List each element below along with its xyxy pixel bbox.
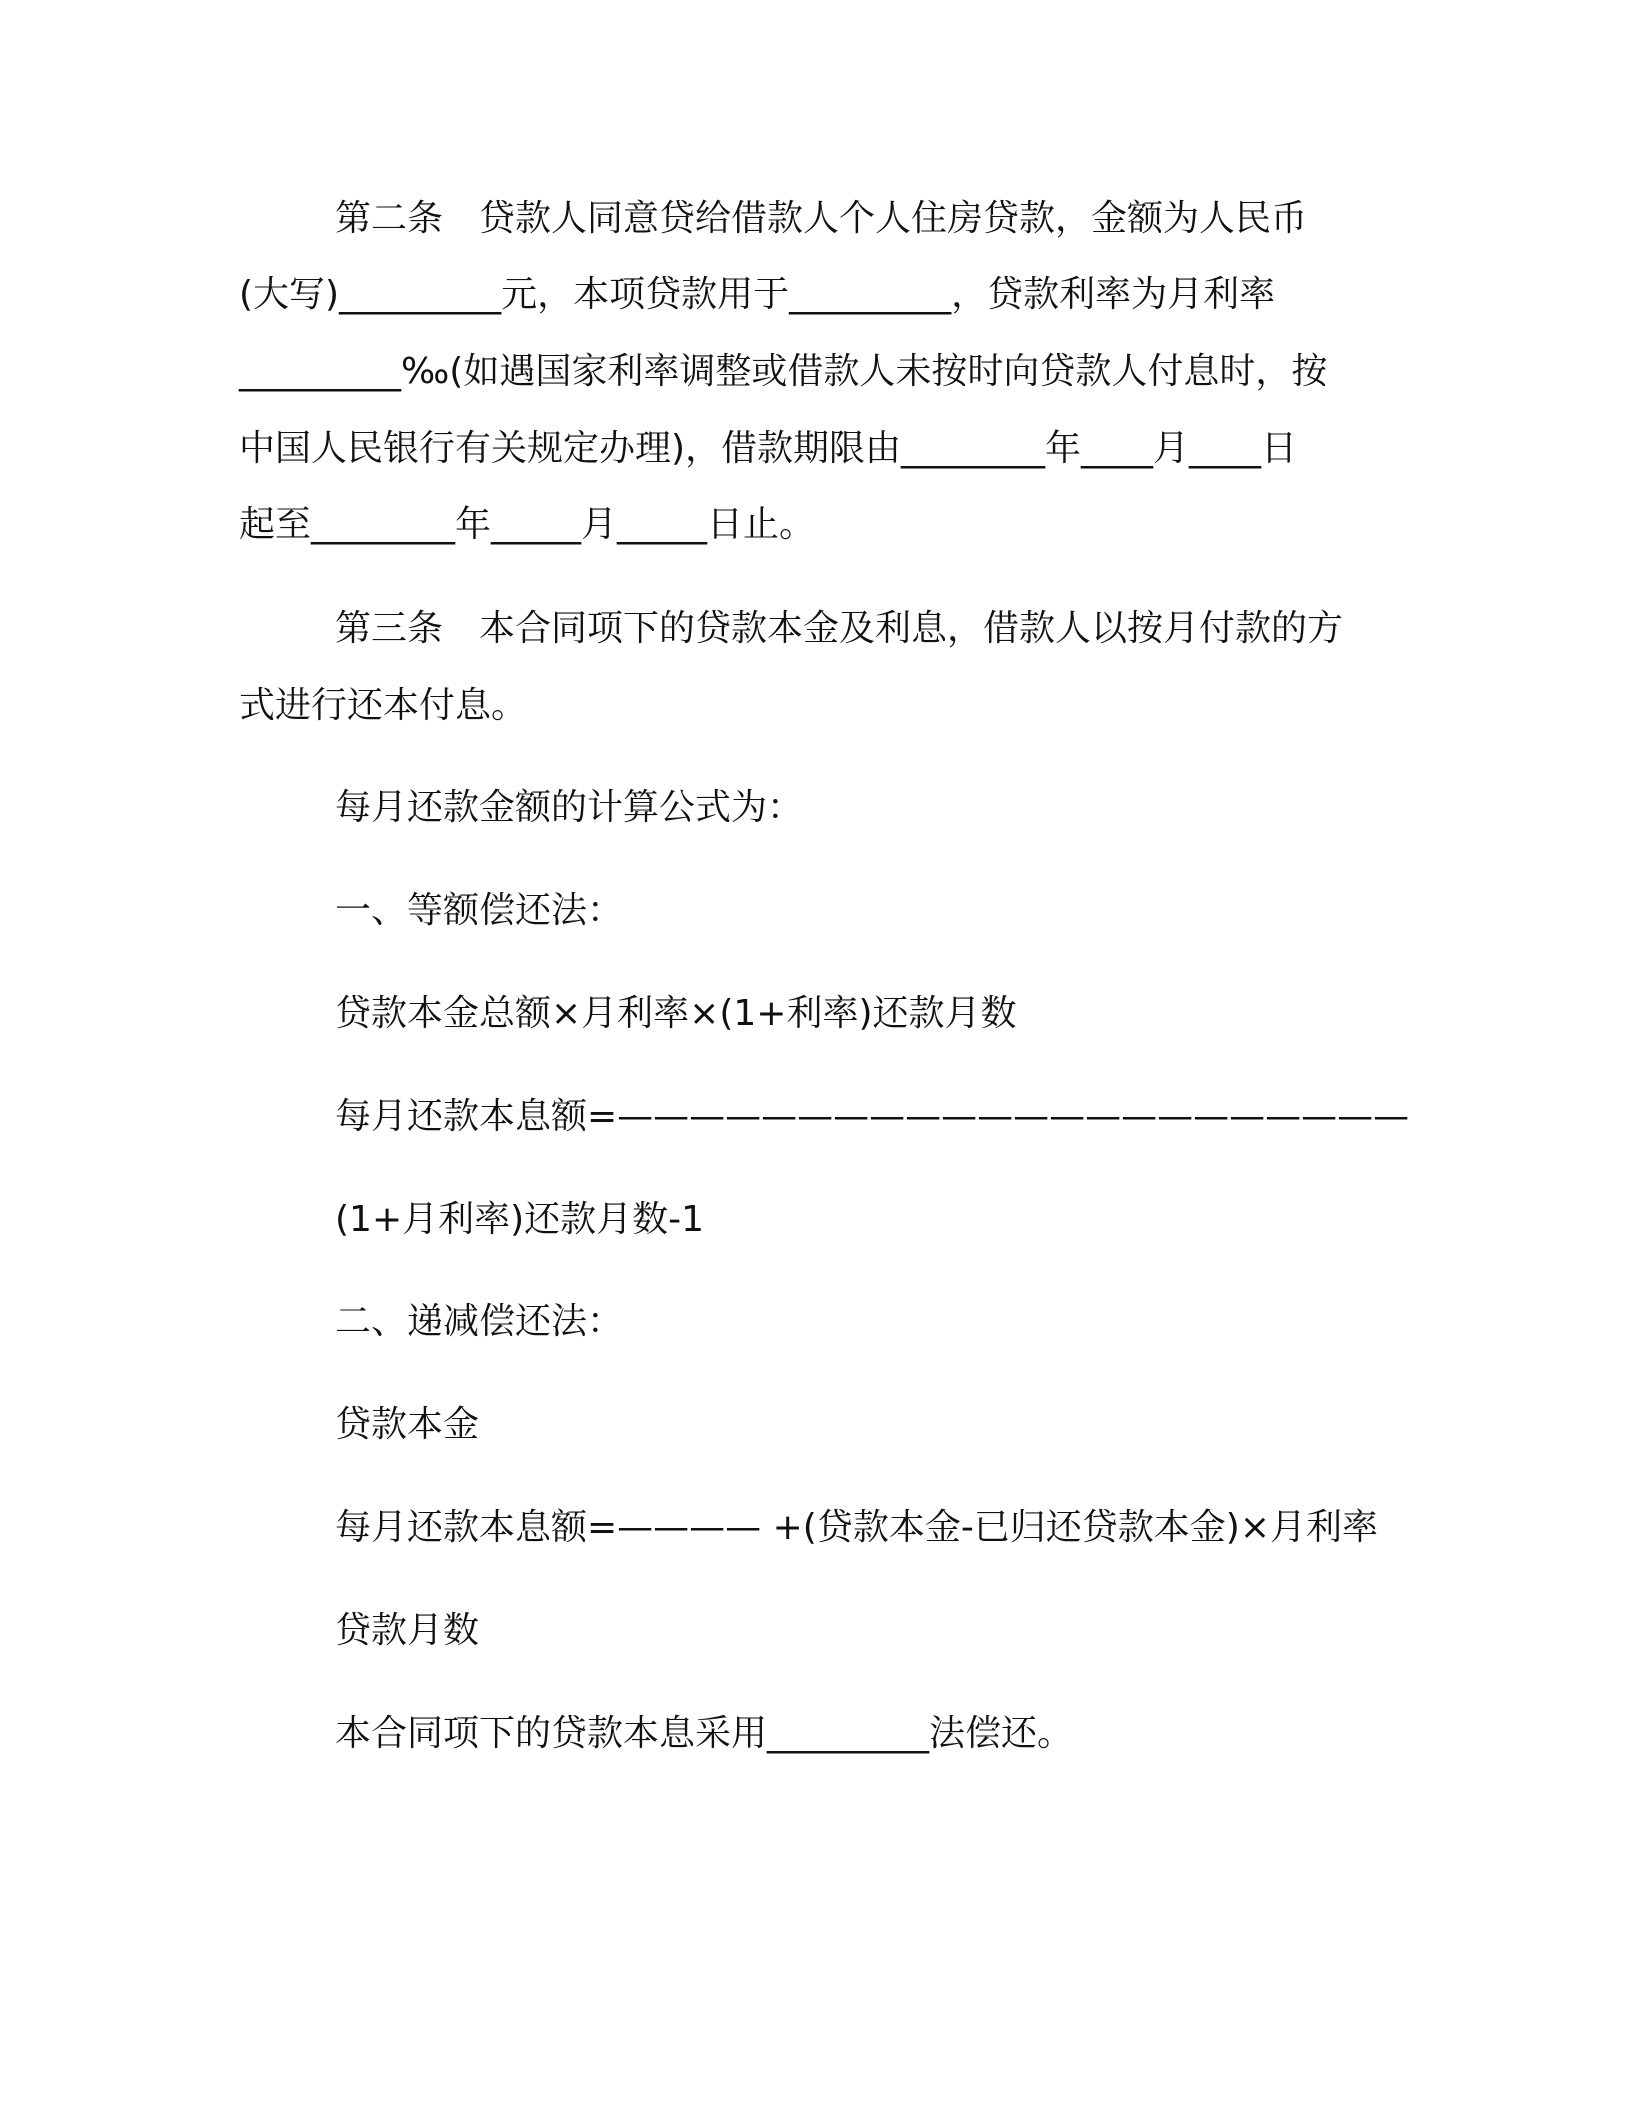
article-2-line-4: 中国人民银行有关规定办理)，借款期限由________年____月____日 bbox=[239, 428, 1298, 469]
method-1-numerator: 贷款本金总额×月利率×(1+利率)还款月数 bbox=[335, 993, 1017, 1034]
article-2-line-2: (大写)_________元，本项贷款用于_________，贷款利率为月利率 bbox=[239, 274, 1276, 315]
method-1-title: 一、等额偿还法： bbox=[335, 890, 624, 931]
repayment-method-line: 本合同项下的贷款本息采用_________法偿还。 bbox=[335, 1713, 1074, 1754]
method-1-equation: 每月还款本息额=—————————————————————— bbox=[335, 1096, 1410, 1137]
article-2-line-1: 第二条 贷款人同意贷给借款人个人住房贷款，金额为人民币 bbox=[335, 198, 1308, 239]
method-2-numerator: 贷款本金 bbox=[335, 1404, 480, 1445]
method-2-equation: 每月还款本息额=———— +(贷款本金-已归还贷款本金)×月利率 bbox=[335, 1507, 1379, 1548]
method-1-denominator: (1+月利率)还款月数-1 bbox=[335, 1199, 705, 1240]
article-2-line-3: _________‰(如遇国家利率调整或借款人未按时向贷款人付息时，按 bbox=[239, 351, 1328, 392]
method-2-title: 二、递减偿还法： bbox=[335, 1301, 624, 1342]
formula-intro: 每月还款金额的计算公式为： bbox=[335, 787, 804, 828]
article-3-line-2: 式进行还本付息。 bbox=[239, 685, 528, 726]
method-2-denominator: 贷款月数 bbox=[335, 1610, 480, 1651]
article-2-line-5: 起至________年_____月_____日止。 bbox=[239, 504, 816, 545]
article-3-line-1: 第三条 本合同项下的贷款本金及利息，借款人以按月付款的方 bbox=[335, 608, 1344, 649]
